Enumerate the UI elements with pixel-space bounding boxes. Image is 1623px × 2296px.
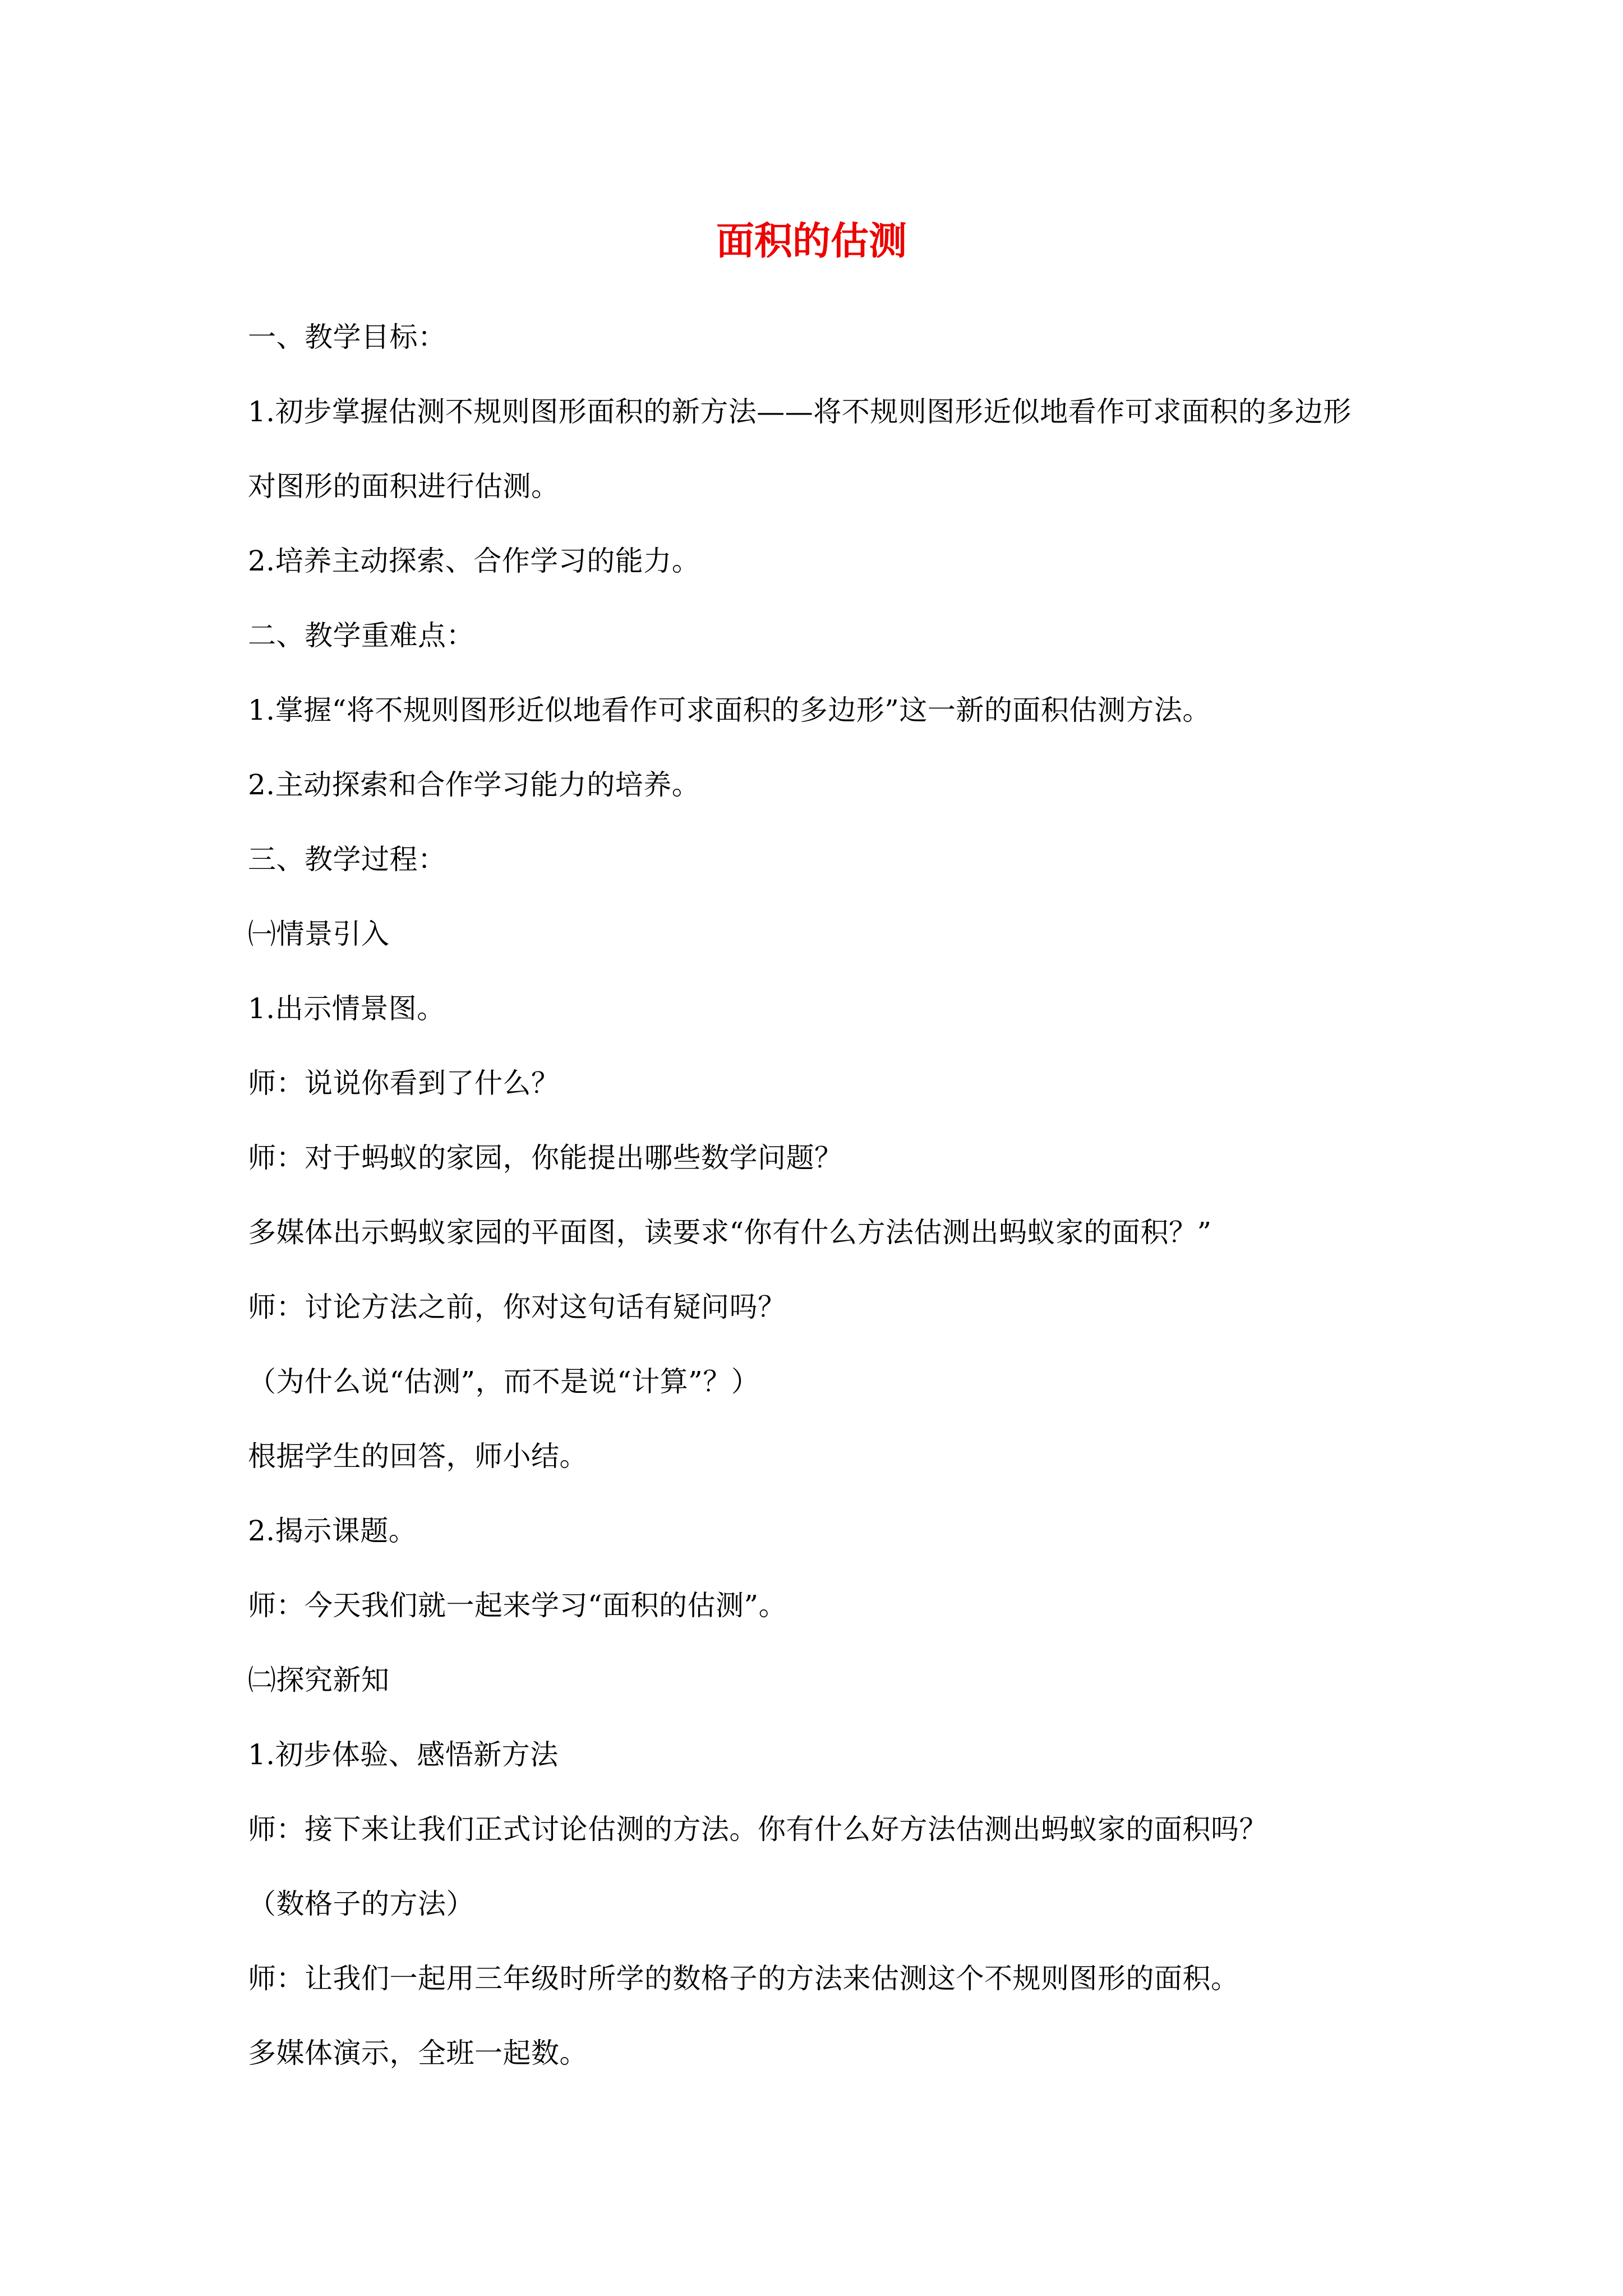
paragraph: 师：讨论方法之前，你对这句话有疑问吗？: [248, 1291, 786, 1323]
paragraph: 师：今天我们就一起来学习“面积的估测”。: [248, 1589, 787, 1622]
paragraph: 师：说说你看到了什么？: [248, 1067, 560, 1099]
paragraph: 师：让我们一起用三年级时所学的数格子的方法来估测这个不规则图形的面积。: [248, 1962, 1239, 1995]
paragraph: 2.培养主动探索、合作学习的能力。: [248, 545, 700, 577]
paragraph: （为什么说“估测”，而不是说“计算”？）: [248, 1365, 760, 1398]
paragraph: ㈡探究新知: [248, 1664, 390, 1696]
paragraph: 一、教学目标：: [248, 321, 446, 353]
paragraph: 二、教学重难点：: [248, 619, 474, 652]
document-title: 面积的估测: [716, 219, 907, 264]
paragraph: 1.出示情景图。: [248, 992, 445, 1025]
paragraph: 1.初步掌握估测不规则图形面积的新方法——将不规则图形近似地看作可求面积的多边形: [248, 395, 1352, 428]
paragraph: 1.初步体验、感悟新方法: [248, 1738, 559, 1771]
paragraph: 根据学生的回答，师小结。: [248, 1440, 588, 1473]
paragraph: ㈠情景引入: [248, 918, 390, 950]
paragraph: 师：接下来让我们正式讨论估测的方法。你有什么好方法估测出蚂蚁家的面积吗？: [248, 1813, 1267, 1846]
paragraph: 师：对于蚂蚁的家园，你能提出哪些数学问题？: [248, 1142, 843, 1174]
paragraph: 多媒体演示，全班一起数。: [248, 2037, 588, 2069]
paragraph: 多媒体出示蚂蚁家园的平面图，读要求“你有什么方法估测出蚂蚁家的面积？”: [248, 1216, 1212, 1249]
paragraph: 三、教学过程：: [248, 843, 446, 876]
paragraph: 对图形的面积进行估测。: [248, 470, 560, 503]
document-body: [248, 300, 1392, 2091]
paragraph: 2.主动探索和合作学习能力的培养。: [248, 769, 700, 801]
paragraph: 1.掌握“将不规则图形近似地看作可求面积的多边形”这一新的面积估测方法。: [248, 694, 1211, 726]
paragraph: （数格子的方法）: [248, 1888, 474, 1920]
paragraph: 2.揭示课题。: [248, 1515, 417, 1547]
